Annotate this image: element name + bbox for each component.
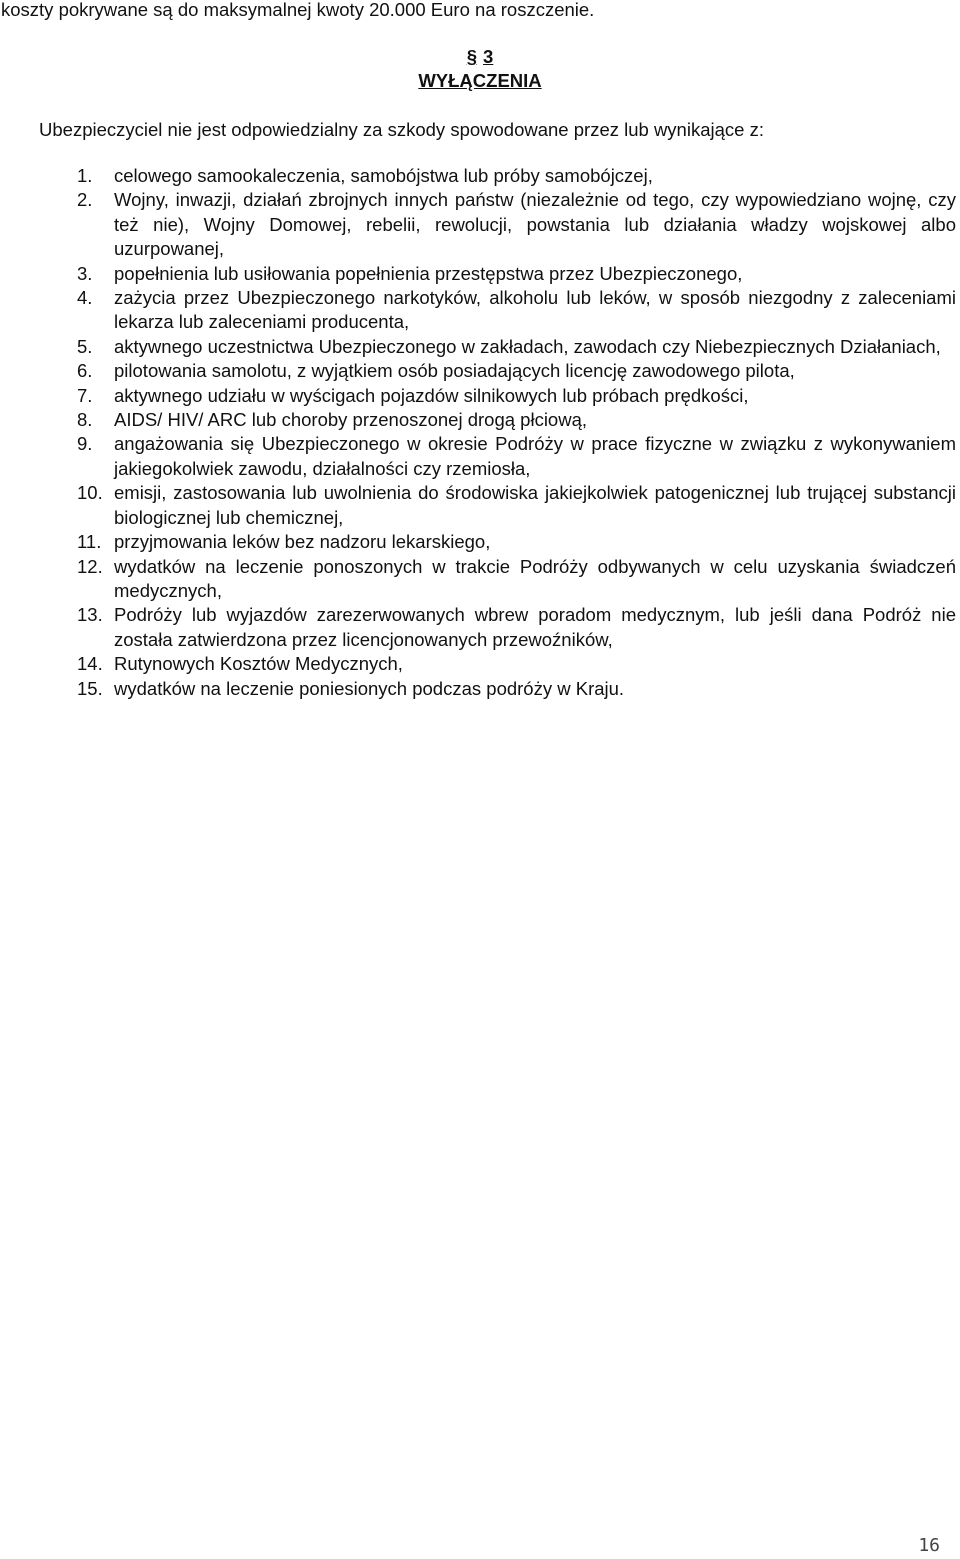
list-item-text: aktywnego udziału w wyścigach pojazdów silnikowych lub próbach prędkości,	[114, 384, 749, 406]
list-item	[0, 384, 960, 408]
list-item	[0, 652, 960, 676]
list-item-number: 14.	[77, 653, 103, 675]
list-item	[0, 335, 960, 359]
section-title: WYŁĄCZENIA	[418, 70, 542, 91]
list-item-text: emisji, zastosowania lub uwolnienia do środowiska jakiejkolwiek patogenicznej lub trującej substancji biologicznej lub chemicznej,	[114, 482, 956, 528]
list-item-number: 7.	[77, 384, 93, 406]
list-item-number: 8.	[77, 409, 93, 431]
list-item-number: 9.	[77, 433, 93, 455]
list-item	[0, 432, 960, 481]
list-item	[0, 286, 960, 335]
list-item-text: wydatków na leczenie ponoszonych w trakcie Podróży odbywanych w celu uzyskania świadczeń medycznych,	[114, 555, 956, 601]
list-item-text: celowego samookaleczenia, samobójstwa lub próby samobójczej,	[114, 165, 653, 186]
list-item	[0, 164, 960, 188]
list-item-number: 11.	[77, 531, 102, 553]
list-item	[0, 481, 960, 530]
list-item-number: 5.	[77, 335, 93, 357]
exclusions-list	[0, 164, 960, 701]
list-item-text: AIDS/ HIV/ ARC lub choroby przenoszonej drogą płciową,	[114, 409, 588, 431]
list-item-text: pilotowania samolotu, z wyjątkiem osób posiadających licencję zawodowego pilota,	[114, 360, 795, 382]
list-item-number: 10.	[77, 482, 103, 504]
list-item-number: 15.	[77, 677, 103, 699]
list-item	[0, 555, 960, 604]
list-item-number: 13.	[77, 604, 103, 626]
section-number: 3	[483, 46, 494, 67]
list-item-number: 3.	[77, 262, 93, 284]
list-item	[0, 603, 960, 652]
list-item-text: angażowania się Ubezpieczonego w okresie Podróży w prace fizyczne w związku z wykonywaniem jakiegokolwiek zawodu, działalności czy rzemiosła,	[114, 433, 956, 479]
list-item-text: Rutynowych Kosztów Medycznych,	[114, 653, 403, 675]
list-item-text: Wojny, inwazji, działań zbrojnych innych państw (niezależnie od tego, czy wypowiedziano wojnę, czy też nie), Wojny Domowej, rebelii, rewolucji, powstania lub działania władzy wojskowej albo uzurpowanej,	[114, 189, 956, 260]
section-heading	[0, 45, 960, 93]
page-number: 16	[918, 1535, 940, 1556]
section-sign: §	[466, 46, 477, 67]
list-item-text: popełnienia lub usiłowania popełnienia przestępstwa przez Ubezpieczonego,	[114, 262, 743, 284]
list-item-text: przyjmowania leków bez nadzoru lekarskiego,	[114, 531, 491, 553]
list-item	[0, 359, 960, 383]
list-item-text: wydatków na leczenie poniesionych podczas podróży w Kraju.	[114, 677, 625, 699]
list-item	[0, 262, 960, 286]
list-item-number: 6.	[77, 360, 93, 382]
list-item-number: 1.	[77, 165, 93, 186]
list-item-number: 4.	[77, 287, 93, 309]
list-item	[0, 530, 960, 554]
continuation-text: koszty pokrywane są do maksymalnej kwoty 20.000 Euro na roszczenie.	[1, 0, 595, 20]
list-item	[0, 188, 960, 261]
list-item-text: zażycia przez Ubezpieczonego narkotyków, alkoholu lub leków, w sposób niezgodny z zaleceniami lekarza lub zaleceniami producenta,	[114, 287, 956, 333]
list-item-number: 12.	[77, 555, 103, 577]
list-item-number: 2.	[77, 189, 93, 211]
list-item-text: aktywnego uczestnictwa Ubezpieczonego w zakładach, zawodach czy Niebezpiecznych Działaniach,	[114, 335, 941, 357]
list-item	[0, 677, 960, 701]
list-item	[0, 408, 960, 432]
list-item-text: Podróży lub wyjazdów zarezerwowanych wbrew poradom medycznym, lub jeśli dana Podróż nie została zatwierdzona przez licencjonowanych przewoźników,	[114, 604, 956, 650]
intro-paragraph: Ubezpieczyciel nie jest odpowiedzialny za szkody spowodowane przez lub wynikające z:	[39, 119, 764, 140]
